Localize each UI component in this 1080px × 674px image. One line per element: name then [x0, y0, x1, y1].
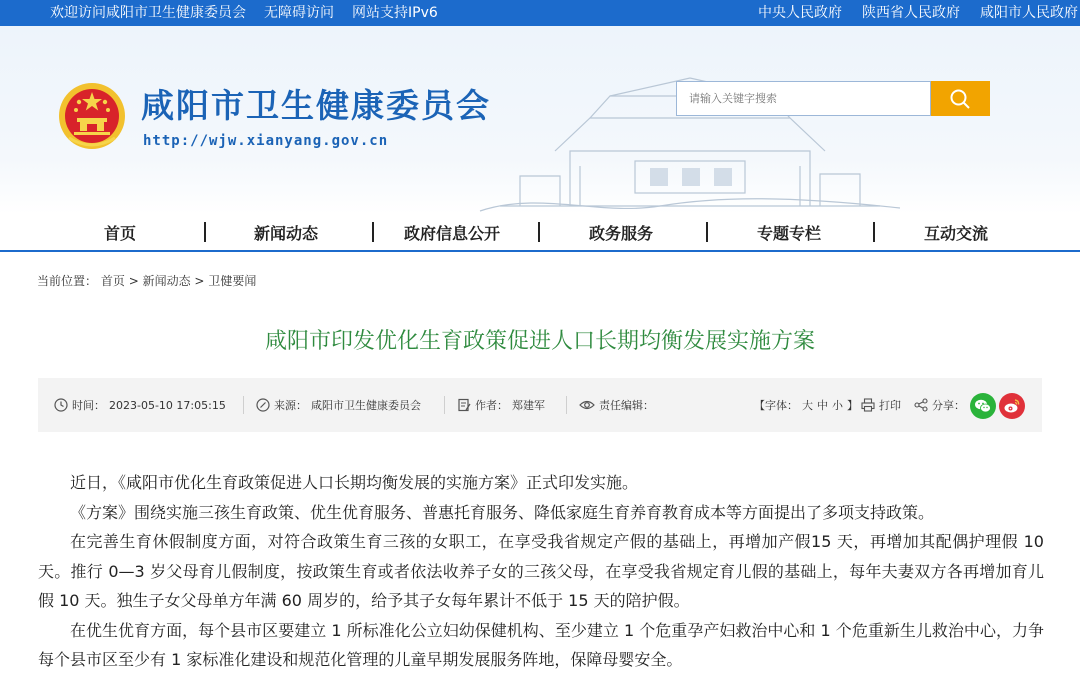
time-label: 时间： [72, 399, 105, 412]
weibo-share-button[interactable] [999, 393, 1025, 419]
author-label: 作者： [475, 399, 508, 412]
nav-divider [372, 222, 374, 242]
nav-divider [204, 222, 206, 242]
share-label: 分享： [932, 399, 965, 412]
time-value: 2023-05-10 17:05:15 [109, 398, 226, 412]
meta-time [54, 397, 226, 413]
share-group [914, 397, 965, 413]
share-icon [914, 398, 928, 412]
top-bar-left [50, 2, 438, 22]
print-button[interactable] [861, 397, 901, 413]
search-input[interactable] [676, 81, 931, 116]
breadcrumb-home[interactable]: 首页 [100, 274, 125, 288]
breadcrumb [37, 272, 256, 289]
xianyang-gov-link[interactable]: 咸阳市人民政府 [980, 5, 1078, 21]
article-paragraph: 近日，《咸阳市优化生育政策促进人口长期均衡发展的实施方案》正式印发实施。 [70, 473, 639, 492]
source-label: 来源： [274, 399, 307, 412]
breadcrumb-label: 当前位置： [37, 274, 98, 288]
eye-icon [579, 398, 595, 412]
nav-divider [873, 222, 875, 242]
breadcrumb-separator: > [128, 274, 139, 288]
meta-divider [243, 396, 244, 414]
nav-item-news[interactable]: 新闻动态 [254, 224, 319, 243]
site-url: http://wjw.xianyang.gov.cn [143, 133, 389, 149]
nav-divider [538, 222, 540, 242]
nav-divider [706, 222, 708, 242]
main-nav [0, 214, 1080, 252]
ipv6-text: 网站支持IPv6 [352, 5, 438, 21]
welcome-text: 欢迎访问咸阳市卫生健康委员会 [50, 5, 246, 21]
print-label: 打印 [879, 399, 901, 412]
author-icon [457, 398, 471, 412]
font-size-small[interactable]: 小 [832, 399, 843, 412]
weibo-icon [999, 393, 1025, 419]
clock-icon [54, 398, 68, 412]
editor-label: 责任编辑： [599, 399, 654, 412]
nav-item-topics[interactable]: 专题专栏 [757, 224, 822, 243]
nav-item-gov-info[interactable]: 政府信息公开 [404, 224, 501, 243]
font-size-controls [754, 397, 858, 413]
top-bar-right [758, 2, 1078, 22]
meta-divider [444, 396, 445, 414]
breadcrumb-news[interactable]: 新闻动态 [142, 274, 191, 288]
meta-editor [579, 397, 658, 413]
breadcrumb-health-news[interactable]: 卫健要闻 [208, 274, 257, 288]
source-icon [256, 398, 270, 412]
nav-item-interaction[interactable]: 互动交流 [924, 224, 989, 243]
article-paragraph: 《方案》围绕实施三孩生育政策、优生优育服务、普惠托育服务、降低家庭生育养育教育成本等方面提出了多项支持政策。 [70, 502, 935, 522]
search-button[interactable] [931, 81, 990, 116]
site-title: 咸阳市卫生健康委员会 [141, 86, 491, 125]
accessibility-link[interactable]: 无障碍访问 [264, 5, 334, 21]
font-size-medium[interactable]: 中 [817, 399, 828, 412]
font-size-large[interactable]: 大 [802, 399, 813, 412]
font-size-end: 】 [847, 399, 858, 412]
city-gate-illustration [460, 56, 920, 214]
breadcrumb-separator: > [194, 274, 205, 288]
top-bar [0, 0, 1080, 26]
source-value: 咸阳市卫生健康委员会 [311, 399, 421, 412]
author-value: 郑建军 [512, 399, 545, 412]
print-icon [861, 398, 875, 412]
site-header [0, 26, 1080, 214]
shaanxi-gov-link[interactable]: 陕西省人民政府 [862, 5, 960, 21]
search-icon [949, 88, 971, 110]
article-title: 咸阳市印发优化生育政策促进人口长期均衡发展实施方案 [264, 329, 815, 354]
meta-divider [566, 396, 567, 414]
nav-item-services[interactable]: 政务服务 [589, 224, 654, 243]
meta-author [457, 397, 545, 413]
article-meta-bar [38, 378, 1042, 432]
wechat-share-button[interactable] [970, 393, 996, 419]
article-paragraph: 在完善生育休假制度方面，对符合政策生育三孩的女职工，在享受我省规定产假的基础上，再增加产假15 天，再增加其配偶护理假 10 天。推行 0—3 岁父母育儿假制度，按政策生育或者依法收养子女的三孩父母，在享受我省规定育儿假的基础上，每年夫妻双方各再增加育儿假 10 天。独生子女父母单方年满 60 周岁的，给予其子女每年累计不低于 15 天的陪护假。 [38, 532, 1044, 610]
article-body [38, 468, 1044, 674]
wechat-icon [970, 393, 996, 419]
article-paragraph: 在优生优育方面，每个县市区要建立 1 所标准化公立妇幼保健机构、至少建立 1 个危重孕产妇救治中心和 1 个危重新生儿救治中心，力争每个县市区至少有 1 家标准化建设和规范化管理的儿童早期发展服务阵地，保障母婴安全。 [38, 620, 1044, 669]
central-gov-link[interactable]: 中央人民政府 [758, 5, 842, 21]
meta-source [256, 397, 421, 413]
national-emblem-icon [57, 80, 127, 152]
font-size-label: 【字体： [754, 399, 798, 412]
nav-item-home[interactable]: 首页 [104, 224, 137, 243]
